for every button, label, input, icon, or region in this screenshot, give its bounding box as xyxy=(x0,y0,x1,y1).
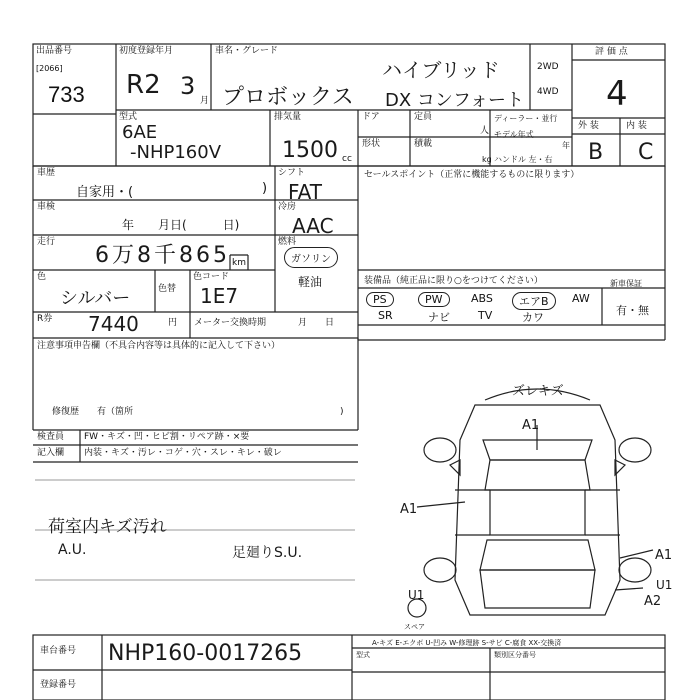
yen-unit: 円 xyxy=(168,318,178,328)
model-year-label: モデル年式 xyxy=(494,130,534,139)
inspection-label: 車検 xyxy=(37,202,56,212)
car-name-label: 車名・グレード xyxy=(215,46,279,56)
ext-label: 外 装 xyxy=(578,121,599,131)
equipment-label: 装備品（純正品に限り○をつけてください） xyxy=(364,276,543,286)
score: 4 xyxy=(606,74,628,114)
displacement-label: 排気量 xyxy=(274,112,302,122)
equip-aw: AW xyxy=(572,292,590,305)
fuel-gasoline: ガソリン xyxy=(284,247,338,268)
equip-airbag: エアB xyxy=(512,292,556,310)
capacity-unit: 人 xyxy=(480,126,490,136)
footer-cat-label: 類別区分番号 xyxy=(494,651,536,659)
displacement: 1500 xyxy=(282,138,338,163)
type-label: 型式 xyxy=(119,112,138,122)
kg-unit: kg xyxy=(482,155,492,164)
equip-leather: カワ xyxy=(522,311,544,324)
capacity-label: 定員 xyxy=(414,112,433,122)
type-model: -NHP160V xyxy=(130,142,222,163)
diagram-a1-right: A1 xyxy=(655,548,673,563)
new-car-label: 新車保証 xyxy=(610,279,642,288)
shift-label: シフト xyxy=(278,168,306,178)
color-code: 1E7 xyxy=(200,284,239,308)
diagram-a1-left: A1 xyxy=(400,502,418,517)
diagram-spare: スペア xyxy=(404,623,425,631)
doors-label: ドア xyxy=(362,112,380,122)
cc-unit: cc xyxy=(342,154,352,164)
shape-label: 形状 xyxy=(362,139,381,149)
equip-navi: ナビ xyxy=(428,311,450,324)
inspector-items: FW・キズ・凹・ヒビ割・リペア跡・×要 xyxy=(84,432,250,442)
int-grade: C xyxy=(638,140,654,165)
inspection-value: 年 月日( 日) xyxy=(122,218,240,232)
load-label: 積載 xyxy=(414,139,433,149)
handwritten-note-2: A.U. xyxy=(58,542,87,558)
equip-ps: PS xyxy=(366,292,394,307)
equip-abs: ABS xyxy=(471,292,493,305)
shift: FAT xyxy=(288,180,323,204)
drive-2wd: 2WD xyxy=(537,62,559,72)
car-damage-diagram xyxy=(395,380,685,635)
grade-top: ハイブリッド xyxy=(382,58,500,82)
score-label: 評 価 点 xyxy=(595,47,628,57)
caution-label: 注意事項申告欄（不具合内容等は具体的に記入して下さい） xyxy=(37,341,281,351)
history-close: ) xyxy=(262,181,268,196)
mileage-label: 走行 xyxy=(37,237,56,247)
damage-legend: A-キズ E-エクボ U-凹み W-修理跡 S-サビ C-腐食 XX-交換済 xyxy=(372,639,562,647)
diagram-u1: U1 xyxy=(408,588,425,602)
handwritten-note-1: 荷室内キズ汚れ xyxy=(48,517,167,537)
history-label: 車歴 xyxy=(37,168,56,178)
lot-label: 出品番号 xyxy=(36,46,73,56)
history-value: 自家用・( xyxy=(76,185,134,200)
equip-tv: TV xyxy=(478,309,493,322)
diagram-a2-right: A2 xyxy=(644,594,662,609)
color-label: 色 xyxy=(37,272,47,282)
drive-4wd: 4WD xyxy=(537,87,559,97)
month-unit: 月 xyxy=(200,96,210,106)
int-label: 内 装 xyxy=(626,121,647,131)
footer-model-label: 型式 xyxy=(356,651,370,659)
lot-sub: [2066] xyxy=(36,64,63,73)
car-name: プロボックス xyxy=(222,85,354,110)
year-unit: 年 xyxy=(562,141,570,150)
dealer-label: ディーラー・並行 xyxy=(494,114,558,123)
first-reg-era: R2 xyxy=(126,70,161,100)
first-reg-month: 3 xyxy=(180,72,196,100)
diagram-u1-right: U1 xyxy=(656,578,673,592)
month-day: 月 日 xyxy=(298,318,335,328)
color-value: シルバー xyxy=(60,288,131,309)
aircon-label: 冷房 xyxy=(278,202,297,212)
equip-sr: SR xyxy=(378,309,393,322)
inspector-label: 検査員 xyxy=(37,432,65,442)
recycle-label: R券 xyxy=(37,314,53,324)
grade: DX コンフォート xyxy=(385,90,525,111)
type-prefix: 6AE xyxy=(122,122,158,143)
new-car-value: 有・無 xyxy=(616,304,649,317)
aircon: AAC xyxy=(292,214,334,238)
entry-items: 内装・キズ・汚レ・コゲ・穴・スレ・キレ・破レ xyxy=(84,448,282,458)
fuel-label: 燃料 xyxy=(278,237,297,247)
diagram-a1-top: A1 xyxy=(522,418,540,433)
first-reg-label: 初度登録年月 xyxy=(119,46,174,56)
km-unit: km xyxy=(232,258,246,268)
lot-number: 733 xyxy=(48,82,85,107)
handwritten-note-3: 足廻りS.U. xyxy=(232,545,303,561)
color-code-label: 色コード xyxy=(193,272,230,282)
odometer-swap-label: メーター交換時期 xyxy=(194,318,267,328)
fuel-diesel: 軽油 xyxy=(298,275,323,289)
ext-grade: B xyxy=(588,140,604,165)
sales-point-label: セールスポイント（正常に機能するものに限ります） xyxy=(364,170,580,180)
frame-number-label: 車台番号 xyxy=(40,646,77,656)
equip-pw: PW xyxy=(418,292,450,307)
repair-label: 修復歴 有（箇所 xyxy=(52,407,134,417)
registration-label: 登録番号 xyxy=(40,680,77,690)
mileage: 6万8千865 xyxy=(95,243,230,268)
recycle-value: 7440 xyxy=(88,312,139,336)
color-swap-label: 色替 xyxy=(158,284,177,294)
diagram-top-label: ズレキズ xyxy=(512,384,564,399)
repair-close: ) xyxy=(340,407,344,417)
frame-number: NHP160-0017265 xyxy=(108,641,303,666)
handle-label: ハンドル 左・右 xyxy=(494,155,553,164)
entry-label: 記入欄 xyxy=(37,448,65,458)
